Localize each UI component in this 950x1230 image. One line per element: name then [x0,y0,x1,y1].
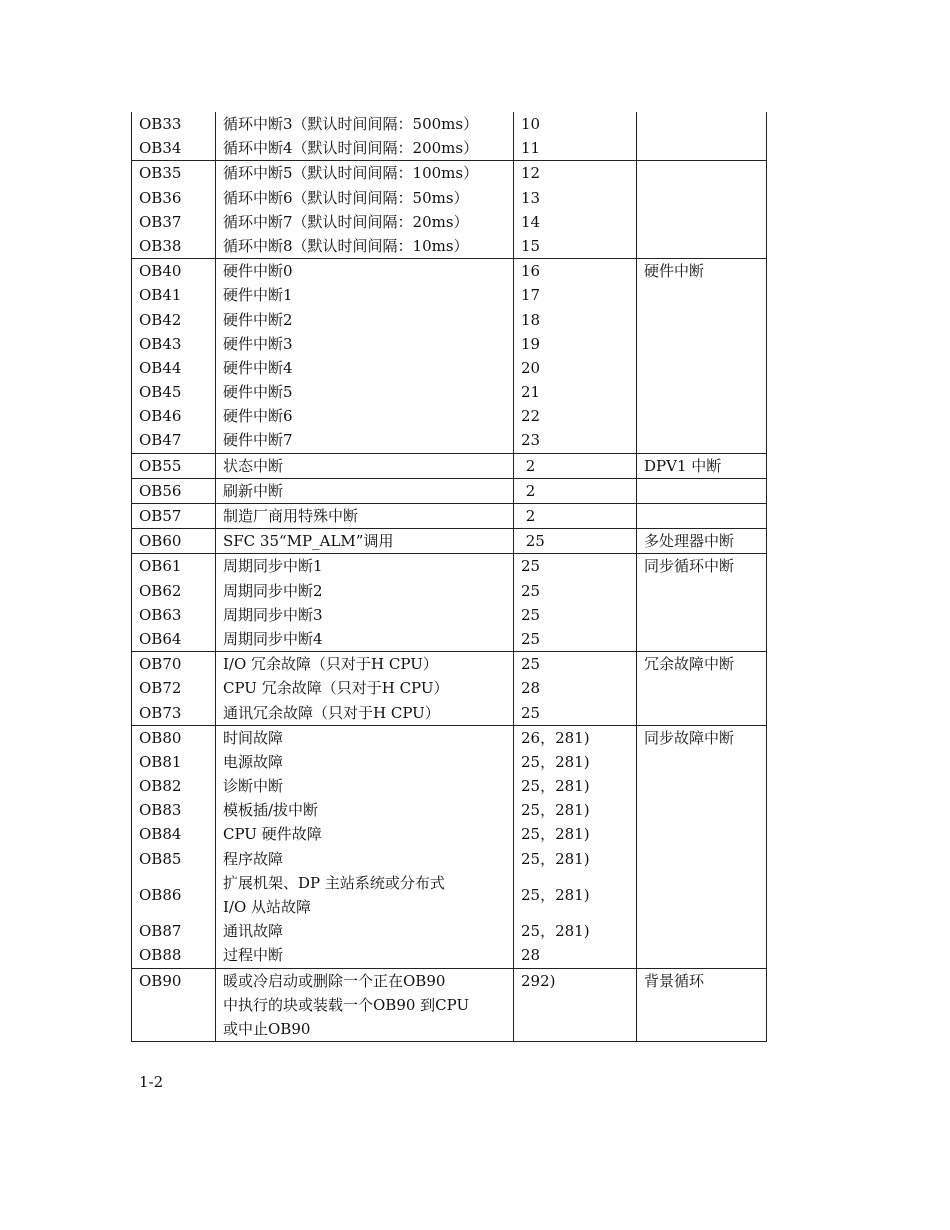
ob-number: OB85 [139,849,182,868]
ob-number: OB36 [139,188,182,207]
ob-number-cell [132,554,216,652]
description-line: 循环中断6（默认时间间隔：50ms） [223,188,469,207]
table-row [132,161,767,259]
priority-class: 25 [521,655,541,674]
ob-number: OB47 [139,431,182,450]
category-cell [637,725,767,968]
description-line: 循环中断7（默认时间间隔：20ms） [223,212,469,231]
description-cell [216,529,514,554]
ob-number: OB37 [139,212,182,231]
description-line: 硬件中断6 [223,407,293,426]
priority-class: 20 [521,358,541,377]
description-line: 硬件中断0 [223,262,293,281]
priority-cell [514,968,637,1042]
ob-number: OB80 [139,728,182,747]
ob-number: OB42 [139,310,182,329]
ob-number: OB62 [139,581,182,600]
description-line: 周期同步中断4 [223,629,323,648]
ob-number: OB41 [139,286,182,305]
category-label: 同步循环中断 [644,557,735,576]
description-cell [216,652,514,726]
description-line: 循环中断3（默认时间间隔：500ms） [223,115,479,133]
category-label: 硬件中断 [644,262,705,281]
priority-class: 25，281) [521,922,590,941]
priority-class: 25 [521,532,545,551]
description-line: 通讯故障 [223,922,284,941]
description-line: 电源故障 [223,752,284,771]
category-label: DPV1 中断 [644,456,722,475]
category-label: 多处理器中断 [644,532,735,551]
description-cell [216,725,514,968]
priority-class: 28 [521,679,541,698]
description-line: 暖或冷启动或删除一个正在OB90 [223,971,446,990]
ob-number: OB56 [139,481,182,500]
ob-number: OB45 [139,383,182,402]
ob-number: OB61 [139,557,182,576]
priority-class: 25，281) [521,801,590,820]
category-cell [637,554,767,652]
description-line: 硬件中断3 [223,334,293,353]
priority-cell [514,478,637,503]
description-line: 状态中断 [223,456,284,475]
priority-class: 25，281) [521,752,590,771]
category-cell [637,161,767,259]
priority-class: 25，281) [521,825,590,844]
category-label [644,479,766,503]
priority-class: 25 [521,581,541,600]
priority-class: 26，281) [521,728,590,747]
ob-number: OB72 [139,679,182,698]
description-line: 刷新中断 [223,481,284,500]
description-line: 循环中断5（默认时间间隔：100ms） [223,164,479,183]
ob-number: OB81 [139,752,182,771]
description-line: 周期同步中断3 [223,605,323,624]
description-line: 过程中断 [223,946,284,965]
priority-class: 21 [521,383,541,402]
category-label: 冗余故障中断 [644,655,735,674]
category-label: 同步故障中断 [644,728,735,747]
ob-number-cell [132,725,216,968]
table-row [132,725,767,968]
ob-number: OB33 [139,115,182,133]
description-line: 硬件中断4 [223,358,293,377]
category-cell [637,112,767,161]
table-row [132,968,767,1042]
priority-cell [514,725,637,968]
priority-class: 23 [521,431,541,450]
priority-class: 25 [521,703,541,722]
priority-cell [514,652,637,726]
priority-class: 15 [521,236,541,255]
description-cell [216,161,514,259]
priority-cell [514,112,637,161]
priority-cell [514,161,637,259]
ob-number: OB83 [139,801,182,820]
description-cell [216,478,514,503]
table-row [132,554,767,652]
priority-class: 2 [521,481,536,500]
table-body [132,112,767,1042]
description-line: CPU 硬件故障 [223,825,322,844]
category-cell [637,478,767,503]
description-line: 循环中断4（默认时间间隔：200ms） [223,139,479,158]
priority-class: 25，281) [521,885,590,904]
priority-class: 25，281) [521,849,590,868]
description-line: 循环中断8（默认时间间隔：10ms） [223,236,469,255]
table-row [132,652,767,726]
description-line: 周期同步中断1 [223,557,323,576]
ob-number: OB82 [139,777,182,796]
priority-class: 14 [521,212,541,231]
priority-class: 17 [521,286,541,305]
ob-number: OB35 [139,164,182,183]
description-line: 或中止OB90 [223,1019,311,1038]
ob-number-cell [132,161,216,259]
priority-cell [514,504,637,529]
ob-number: OB84 [139,825,182,844]
ob-number-cell [132,453,216,478]
category-cell [637,968,767,1042]
category-cell [637,259,767,454]
ob-number-cell [132,112,216,161]
ob-number: OB40 [139,262,182,281]
ob-number-cell [132,968,216,1042]
priority-class: 12 [521,164,541,183]
ob-number-cell [132,478,216,503]
priority-class: 11 [521,139,541,158]
category-cell [637,453,767,478]
description-line: 硬件中断5 [223,383,293,402]
ob-number: OB70 [139,655,182,674]
priority-class: 28 [521,946,541,965]
description-line: I/O 从站故障 [223,898,312,916]
ob-number-cell [132,259,216,454]
description-cell [216,554,514,652]
description-line: 制造厂商用特殊中断 [223,507,359,525]
priority-class: 292) [521,971,556,990]
description-line: 中执行的块或装载一个OB90 到CPU [223,995,470,1014]
description-cell [216,968,514,1042]
description-line: 程序故障 [223,849,284,868]
ob-number: OB86 [139,885,182,904]
priority-class: 13 [521,188,541,207]
category-cell [637,529,767,554]
ob-number: OB87 [139,922,182,941]
description-line: 模板插/拔中断 [223,801,319,820]
table-row [132,478,767,503]
ob-number: OB88 [139,946,182,965]
ob-number: OB90 [139,971,182,990]
description-line: 时间故障 [223,728,284,747]
priority-cell [514,529,637,554]
description-line: 硬件中断1 [223,286,293,305]
table-row [132,453,767,478]
priority-cell [514,554,637,652]
table-row [132,259,767,454]
ob-number: OB57 [139,507,182,525]
priority-class: 10 [521,115,541,133]
ob-number-cell [132,504,216,529]
table-row [132,529,767,554]
ob-number: OB46 [139,407,182,426]
description-cell [216,112,514,161]
priority-class: 22 [521,407,541,426]
priority-class: 25 [521,629,541,648]
page-number: 1-2 [139,1073,164,1091]
ob-number: OB34 [139,139,182,158]
priority-class: 19 [521,334,541,353]
description-line: 周期同步中断2 [223,581,323,600]
ob-priority-table [131,112,767,1042]
description-line: 硬件中断7 [223,431,293,450]
priority-class: 25 [521,557,541,576]
description-line: I/O 冗余故障（只对于H CPU） [223,655,438,674]
description-line: 通讯冗余故障（只对于H CPU） [223,703,440,722]
ob-number-cell [132,529,216,554]
ob-number: OB44 [139,358,182,377]
description-line: 硬件中断2 [223,310,293,329]
priority-cell [514,453,637,478]
description-cell [216,453,514,478]
category-label [644,161,766,185]
category-label [644,112,766,136]
category-cell [637,652,767,726]
priority-class: 18 [521,310,541,329]
category-cell [637,504,767,529]
description-line: 诊断中断 [223,777,284,796]
priority-class: 2 [521,507,536,525]
description-cell [216,504,514,529]
ob-number: OB43 [139,334,182,353]
category-label: 背景循环 [644,971,705,990]
category-label [644,504,766,528]
priority-class: 25，281) [521,777,590,796]
ob-number: OB55 [139,456,182,475]
description-line: SFC 35“MP_ALM”调用 [223,532,394,551]
table-row [132,112,767,161]
ob-number: OB38 [139,236,182,255]
priority-class: 2 [521,456,536,475]
priority-class: 25 [521,605,541,624]
description-line: 扩展机架、DP 主站系统或分布式 [223,873,445,892]
ob-number-cell [132,652,216,726]
ob-number: OB63 [139,605,182,624]
priority-class: 16 [521,262,541,281]
ob-number: OB73 [139,703,182,722]
table-row [132,504,767,529]
priority-cell [514,259,637,454]
ob-number: OB64 [139,629,182,648]
description-line: CPU 冗余故障（只对于H CPU） [223,679,449,698]
description-cell [216,259,514,454]
ob-number: OB60 [139,532,182,551]
